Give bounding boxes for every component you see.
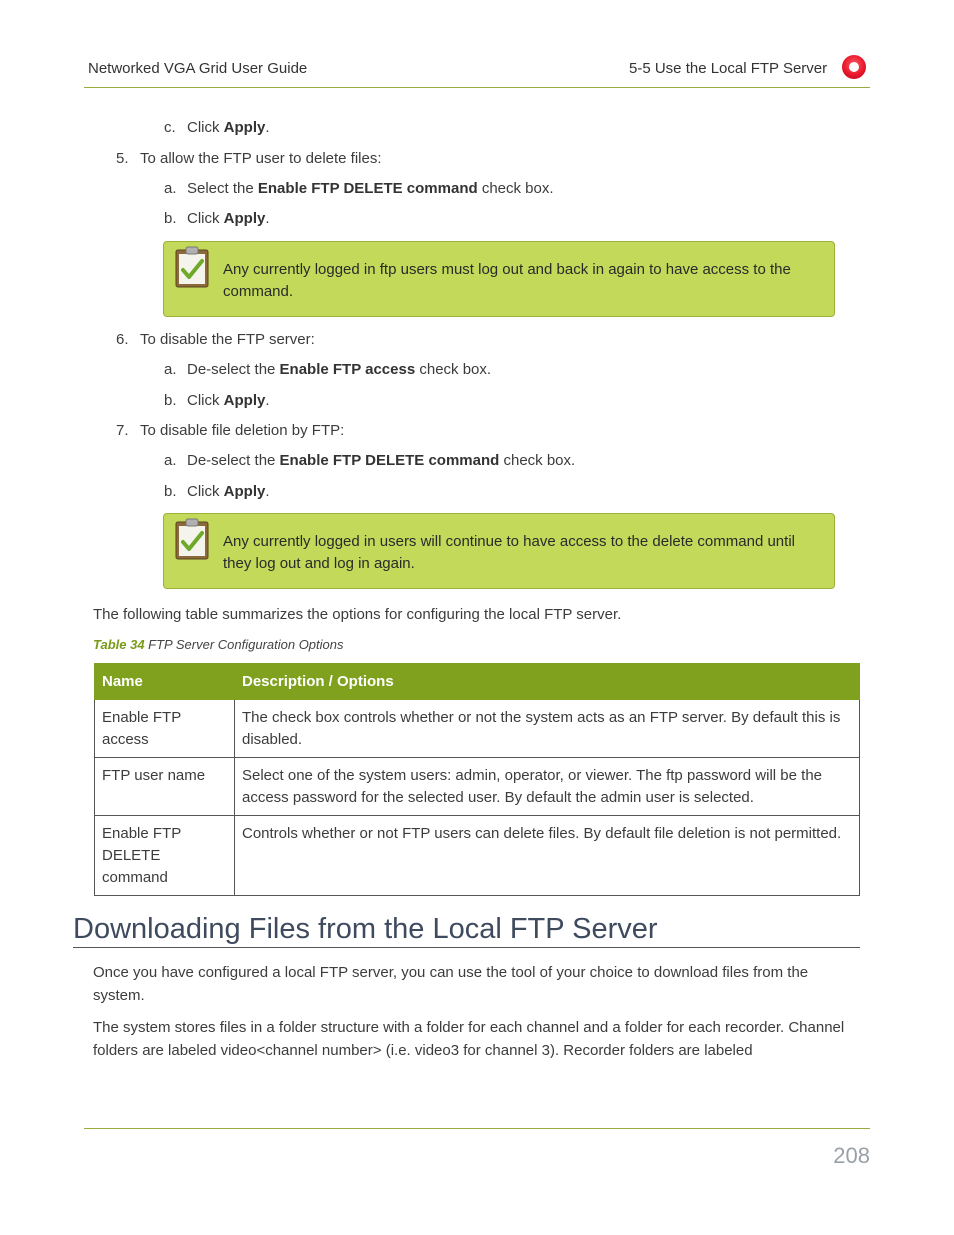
header-guide-title: Networked VGA Grid User Guide <box>88 60 308 77</box>
step-7b <box>164 483 270 500</box>
step-bold: Apply <box>223 392 266 409</box>
config-table <box>94 663 860 896</box>
record-icon <box>842 55 866 79</box>
table-cell-name: Enable FTP DELETE command <box>95 816 235 896</box>
table-header-row <box>95 664 860 700</box>
footer-rule <box>84 1128 870 1129</box>
table-caption <box>93 637 344 652</box>
step-text: To allow the FTP user to delete files: <box>140 150 382 167</box>
step-5 <box>116 150 382 167</box>
step-c-apply <box>164 119 270 136</box>
step-text-end: . <box>265 210 270 227</box>
step-text-end: check box. <box>415 361 492 378</box>
step-marker: 7. <box>116 422 129 439</box>
step-marker: b. <box>164 210 177 227</box>
step-6 <box>116 331 315 348</box>
note-text: Any currently logged in ftp users must log out and back in again to have access to the command. <box>223 261 791 300</box>
step-text: Click <box>187 392 224 409</box>
step-marker: a. <box>164 361 177 378</box>
note-box <box>163 241 835 317</box>
clipboard-check-icon <box>175 518 209 560</box>
step-bold: Enable FTP access <box>279 361 416 378</box>
step-text-end: check box. <box>499 452 576 469</box>
step-text-end: . <box>265 483 270 500</box>
step-text: To disable file deletion by FTP: <box>140 422 345 439</box>
step-marker: 5. <box>116 150 129 167</box>
step-text-end: . <box>265 392 270 409</box>
step-marker: 6. <box>116 331 129 348</box>
column-header: Name <box>95 664 235 700</box>
step-7 <box>116 422 344 439</box>
heading-rule <box>73 947 860 948</box>
clipboard-check-icon <box>175 246 209 288</box>
step-text: To disable the FTP server: <box>140 331 315 348</box>
table-cell-description: Select one of the system users: admin, operator, or viewer. The ftp password will be the access password for the selected user. By default the admin user is selected. <box>235 758 860 816</box>
step-text: Select the <box>187 180 258 197</box>
note-text: Any currently logged in users will continue to have access to the delete command until they log out and log in again. <box>223 533 795 572</box>
step-6a <box>164 361 491 378</box>
step-bold: Enable FTP DELETE command <box>279 452 500 469</box>
table-cell-description: The check box controls whether or not the system acts as an FTP server. By default this is disabled. <box>235 700 860 758</box>
table-cell-name: Enable FTP access <box>95 700 235 758</box>
step-marker: b. <box>164 392 177 409</box>
step-bold: Enable FTP DELETE command <box>257 180 478 197</box>
step-text: Click <box>187 119 224 136</box>
step-bold: Apply <box>223 119 266 136</box>
step-marker: b. <box>164 483 177 500</box>
step-bold: Apply <box>223 210 266 227</box>
step-7a <box>164 452 575 469</box>
table-row <box>95 816 860 896</box>
table-row <box>95 758 860 816</box>
step-text-end: . <box>265 119 270 136</box>
table-intro: The following table summarizes the options for configuring the local FTP server. <box>93 606 622 623</box>
step-marker: c. <box>164 119 176 136</box>
column-header: Description / Options <box>235 664 860 700</box>
table-title: FTP Server Configuration Options <box>148 637 344 652</box>
step-marker: a. <box>164 180 177 197</box>
step-text-end: check box. <box>477 180 554 197</box>
header-section-title: 5-5 Use the Local FTP Server <box>629 60 828 77</box>
step-text: De-select the <box>187 452 280 469</box>
step-marker: a. <box>164 452 177 469</box>
section-heading: Downloading Files from the Local FTP Server <box>73 913 658 945</box>
header-rule <box>84 87 870 88</box>
step-text: Click <box>187 210 224 227</box>
page-number: 208 <box>833 1143 870 1168</box>
step-bold: Apply <box>223 483 266 500</box>
step-6b <box>164 392 270 409</box>
table-number: Table 34 <box>93 637 145 652</box>
table-cell-description: Controls whether or not FTP users can delete files. By default file deletion is not permitted. <box>235 816 860 896</box>
step-text: De-select the <box>187 361 280 378</box>
note-box <box>163 513 835 589</box>
step-5b <box>164 210 270 227</box>
table-row <box>95 700 860 758</box>
step-5a <box>164 180 554 197</box>
paragraph: Once you have configured a local FTP server, you can use the tool of your choice to download files from the system. <box>93 964 809 1004</box>
paragraph: The system stores files in a folder structure with a folder for each channel and a folder for each recorder. Channel folders are labeled video<channel number> (i.e. video3 for channel 3). Recorder folders are labeled <box>93 1019 845 1059</box>
step-text: Click <box>187 483 224 500</box>
table-cell-name: FTP user name <box>95 758 235 816</box>
